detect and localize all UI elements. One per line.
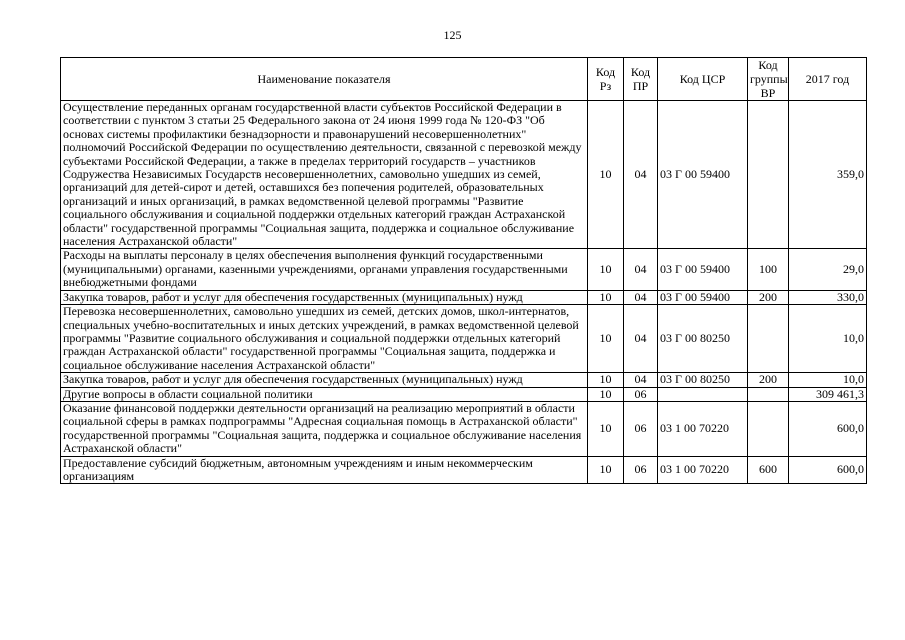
row-name: Расходы на выплаты персоналу в целях обеспечения выполнения функций государственными (муниципальными) органами, казенными учреждениями, органами управления государственными внебюджетными фондами <box>61 249 588 290</box>
row-vr <box>748 101 789 249</box>
row-vr: 100 <box>748 249 789 290</box>
row-csr: 03 Г 00 80250 <box>658 373 748 387</box>
row-amount: 29,0 <box>789 249 867 290</box>
header-year: 2017 год <box>789 58 867 101</box>
table-row <box>61 387 867 401</box>
row-vr: 200 <box>748 373 789 387</box>
row-pr: 04 <box>624 373 658 387</box>
table-row <box>61 249 867 290</box>
row-amount: 330,0 <box>789 290 867 304</box>
row-amount: 359,0 <box>789 101 867 249</box>
table-row <box>61 456 867 484</box>
row-pr: 04 <box>624 249 658 290</box>
table-row <box>61 373 867 387</box>
row-amount: 309 461,3 <box>789 387 867 401</box>
row-pr: 04 <box>624 101 658 249</box>
row-amount: 600,0 <box>789 401 867 456</box>
row-csr: 03 Г 00 59400 <box>658 290 748 304</box>
row-name: Закупка товаров, работ и услуг для обеспечения государственных (муниципальных) нужд <box>61 373 588 387</box>
table-row <box>61 401 867 456</box>
row-pr: 06 <box>624 401 658 456</box>
header-csr: Код ЦСР <box>658 58 748 101</box>
row-rz: 10 <box>588 249 624 290</box>
row-rz: 10 <box>588 456 624 484</box>
row-name: Осуществление переданных органам государственной власти субъектов Российской Федерации в соответствии с пунктом 3 статьи 25 Федерального закона от 24 июня 1999 года № 120-ФЗ "Об основах системы профилактики безнадзорности и правонарушений несовершеннолетних" полномочий Российской Федерации по осуществлению деятельности, связанной с перевозкой между субъектами Российской Федерации, а также в пределах территорий государств – участников Содружества Независимых Государств несовершеннолетних, самовольно ушедших из семей, организаций для детей-сирот и детей, оставшихся без попечения родителей, образовательных организаций и иных организаций, в рамках ведомственной целевой программы "Развитие социального обслуживания и социальной поддержки отдельных категорий граждан Астраханской области" государственной программы "Социальная защита, поддержка и социальное обслуживание населения Астраханской области" <box>61 101 588 249</box>
row-csr: 03 1 00 70220 <box>658 456 748 484</box>
row-name: Закупка товаров, работ и услуг для обеспечения государственных (муниципальных) нужд <box>61 290 588 304</box>
row-vr <box>748 387 789 401</box>
row-pr: 06 <box>624 387 658 401</box>
row-pr: 06 <box>624 456 658 484</box>
row-vr <box>748 305 789 373</box>
table-header-row <box>61 58 867 101</box>
row-rz: 10 <box>588 290 624 304</box>
row-csr: 03 Г 00 59400 <box>658 249 748 290</box>
header-vr: Код группы ВР <box>748 58 789 101</box>
row-amount: 10,0 <box>789 305 867 373</box>
table-row <box>61 290 867 304</box>
table-row <box>61 305 867 373</box>
row-name: Перевозка несовершеннолетних, самовольно ушедших из семей, детских домов, школ-интернатов, специальных учебно-воспитательных и иных детских учреждений, в рамках ведомственной целевой программы "Развитие социального обслуживания и социальной поддержки отдельных категорий граждан Астраханской области" государственной программы "Социальная защита, поддержка и социальное обслуживание населения Астраханской области" <box>61 305 588 373</box>
row-csr: 03 1 00 70220 <box>658 401 748 456</box>
row-name: Оказание финансовой поддержки деятельности организаций на реализацию мероприятий в области социальной сферы в рамках подпрограммы "Адресная социальная помощь в Астраханской области" государственной программы "Социальная защита, поддержка и социальное обслуживание населения Астраханской области" <box>61 401 588 456</box>
row-name: Другие вопросы в области социальной политики <box>61 387 588 401</box>
row-csr: 03 Г 00 59400 <box>658 101 748 249</box>
header-pr: Код ПР <box>624 58 658 101</box>
header-rz: Код Рз <box>588 58 624 101</box>
row-vr: 200 <box>748 290 789 304</box>
row-amount: 10,0 <box>789 373 867 387</box>
header-name: Наименование показателя <box>61 58 588 101</box>
row-rz: 10 <box>588 373 624 387</box>
page-number: 125 <box>443 28 462 42</box>
budget-table <box>60 57 867 484</box>
row-pr: 04 <box>624 290 658 304</box>
row-rz: 10 <box>588 401 624 456</box>
row-amount: 600,0 <box>789 456 867 484</box>
row-rz: 10 <box>588 101 624 249</box>
row-vr: 600 <box>748 456 789 484</box>
row-vr <box>748 401 789 456</box>
row-rz: 10 <box>588 387 624 401</box>
table-row <box>61 101 867 249</box>
row-rz: 10 <box>588 305 624 373</box>
row-csr: 03 Г 00 80250 <box>658 305 748 373</box>
row-csr <box>658 387 748 401</box>
row-pr: 04 <box>624 305 658 373</box>
row-name: Предоставление субсидий бюджетным, автономным учреждениям и иным некоммерческим организациям <box>61 456 588 484</box>
